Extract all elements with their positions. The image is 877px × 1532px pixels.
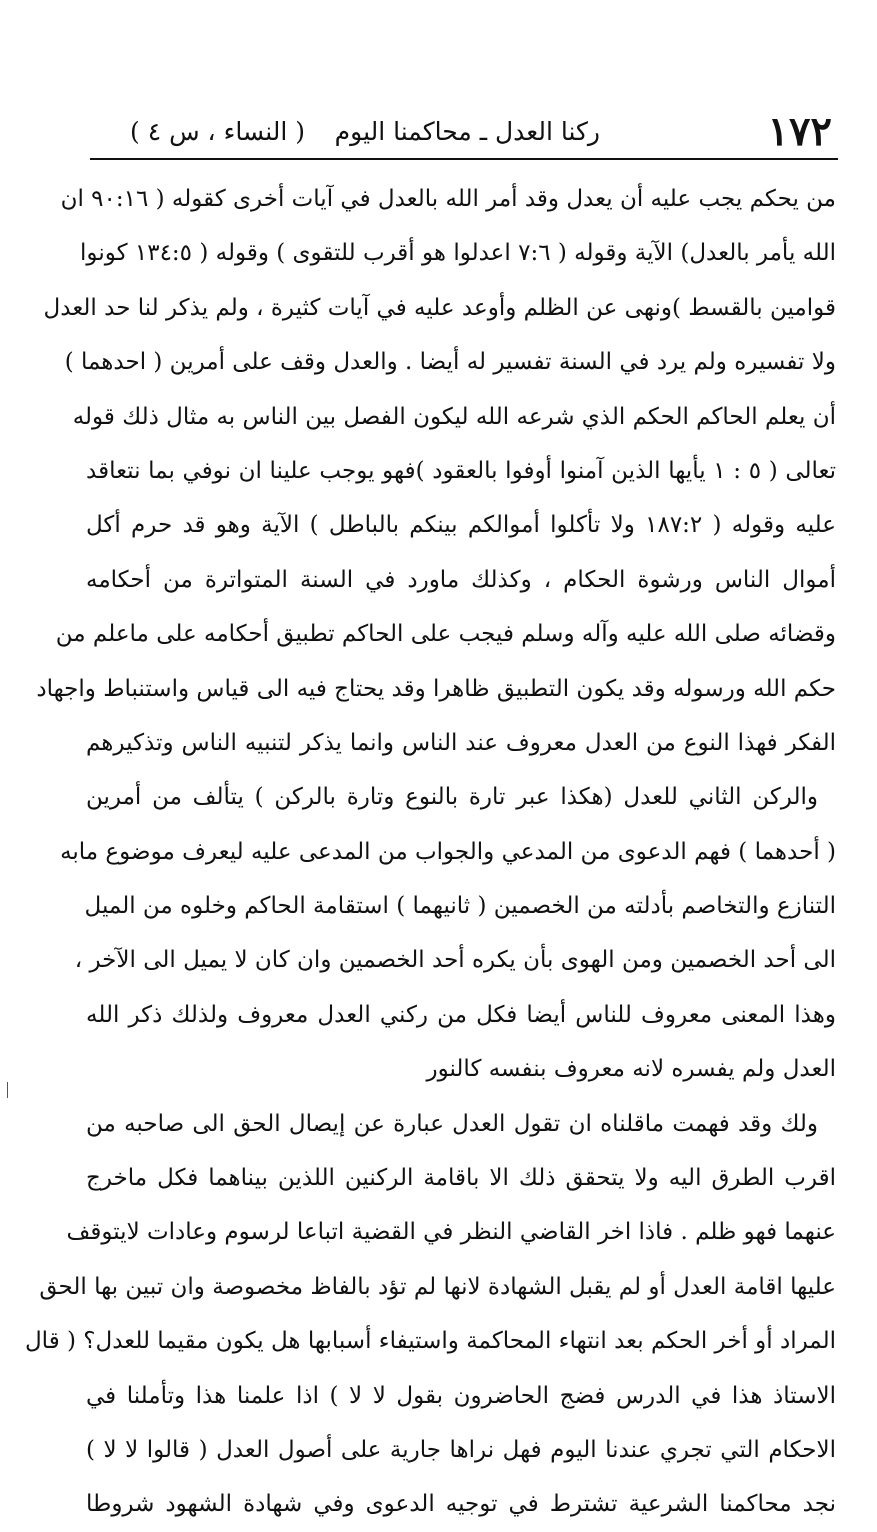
text-line: الله يأمر بالعدل) الآية وقوله ( ٧:٦ اعدلوا هو أقرب للتقوى ) وقوله ( ١٣٤:٥ كونوا (80, 240, 836, 267)
text-line: عليها اقامة العدل أو لم يقبل الشهادة لانها لم تؤد بالفاظ مخصوصة وان تبين بها الحق (39, 1273, 836, 1300)
text-line: عليه وقوله ( ١٨٧:٢ ولا تأكلوا أموالكم بينكم بالباطل ) الآية وهو قد حرم أكل (86, 512, 836, 539)
running-title: ركنا العدل ـ محاكمنا اليوم (334, 117, 600, 146)
text-line: وهذا المعنى معروف للناس أيضا فكل من ركني العدل معروف ولذلك ذكر الله (86, 1001, 836, 1028)
text-line: ولا تفسيره ولم يرد في السنة تفسير له أيضا . والعدل وقف على أمرين ( احدهما ) (64, 349, 836, 376)
scan-edge-mark (7, 1082, 8, 1098)
text-line: أن يعلم الحاكم الحكم الذي شرعه الله ليكون الفصل بين الناس به مثال ذلك قوله (72, 403, 836, 430)
text-line: عنهما فهو ظلم . فاذا اخر القاضي النظر في القضية اتباعا لرسوم وعادات لايتوقف (66, 1219, 836, 1246)
surah-reference: ( النساء ، س ٤ ) (130, 117, 306, 146)
text-line: الاحكام التي تجري عندنا اليوم فهل نراها جارية على أصول العدل ( قالوا لا لا ) (86, 1436, 836, 1463)
text-line: الى أحد الخصمين ومن الهوى بأن يكره أحد الخصمين وان كان لا يميل الى الآخر ، (74, 947, 836, 974)
header-divider (90, 158, 838, 160)
text-line: التنازع والتخاصم بأدلته من الخصمين ( ثانيهما ) استقامة الحاكم وخلوه من الميل (84, 893, 836, 920)
text-line: الاستاذ هذا في الدرس فضج الحاضرون بقول لا لا ) اذا علمنا هذا وتأملنا في (86, 1382, 836, 1409)
body-text (24, 172, 837, 1518)
text-line: وقضائه صلى الله عليه وآله وسلم فيجب على الحاكم تطبيق أحكامه على ماعلم من (55, 621, 836, 648)
text-line: والركن الثاني للعدل (هكذا عبر تارة بالنوع وتارة بالركن ) يتألف من أمرين (86, 784, 818, 811)
text-line: العدل ولم يفسره لانه معروف بنفسه كالنور (426, 1056, 836, 1083)
text-line: تعالى ( ٥ : ١ يأيها الذين آمنوا أوفوا بالعقود )فهو يوجب علينا ان نوفي بما نتعاقد (86, 457, 837, 484)
text-line: ولك وقد فهمت ماقلناه ان تقول العدل عبارة عن إيصال الحق الى صاحبه من (86, 1110, 818, 1137)
text-line: من يحكم يجب عليه أن يعدل وقد أمر الله بالعدل في آيات أخرى كقوله ( ٩٠:١٦ ان (60, 186, 836, 212)
page-number: ١٧٢ (767, 108, 832, 155)
text-line: اقرب الطرق اليه ولا يتحقق ذلك الا باقامة الركنين اللذين بيناهما فكل ماخرج (86, 1165, 836, 1192)
text-line: حكم الله ورسوله وقد يكون التطبيق ظاهرا وقد يحتاج فيه الى قياس واستنباط واجهاد (36, 675, 836, 702)
text-line: قوامين بالقسط )ونهى عن الظلم وأوعد عليه في آيات كثيرة ، ولم يذكر لنا حد العدل (43, 294, 836, 321)
page-header (92, 108, 832, 156)
text-line: المراد أو أخر الحكم بعد انتهاء المحاكمة واستيفاء أسبابها هل يكون مقيما للعدل؟ ( قال (24, 1328, 836, 1355)
text-line: الفكر فهذا النوع من العدل معروف عند الناس وانما يذكر لتنبيه الناس وتذكيرهم (86, 729, 836, 756)
text-line: نجد محاكمنا الشرعية تشترط في توجيه الدعوى وفي شهادة الشهود شروطا (86, 1491, 836, 1518)
text-line: أموال الناس ورشوة الحكام ، وكذلك ماورد في السنة المتواترة من أحكامه (86, 566, 836, 593)
text-line: ( أحدهما ) فهم الدعوى من المدعي والجواب من المدعى عليه ليعرف موضوع مابه (60, 838, 836, 865)
